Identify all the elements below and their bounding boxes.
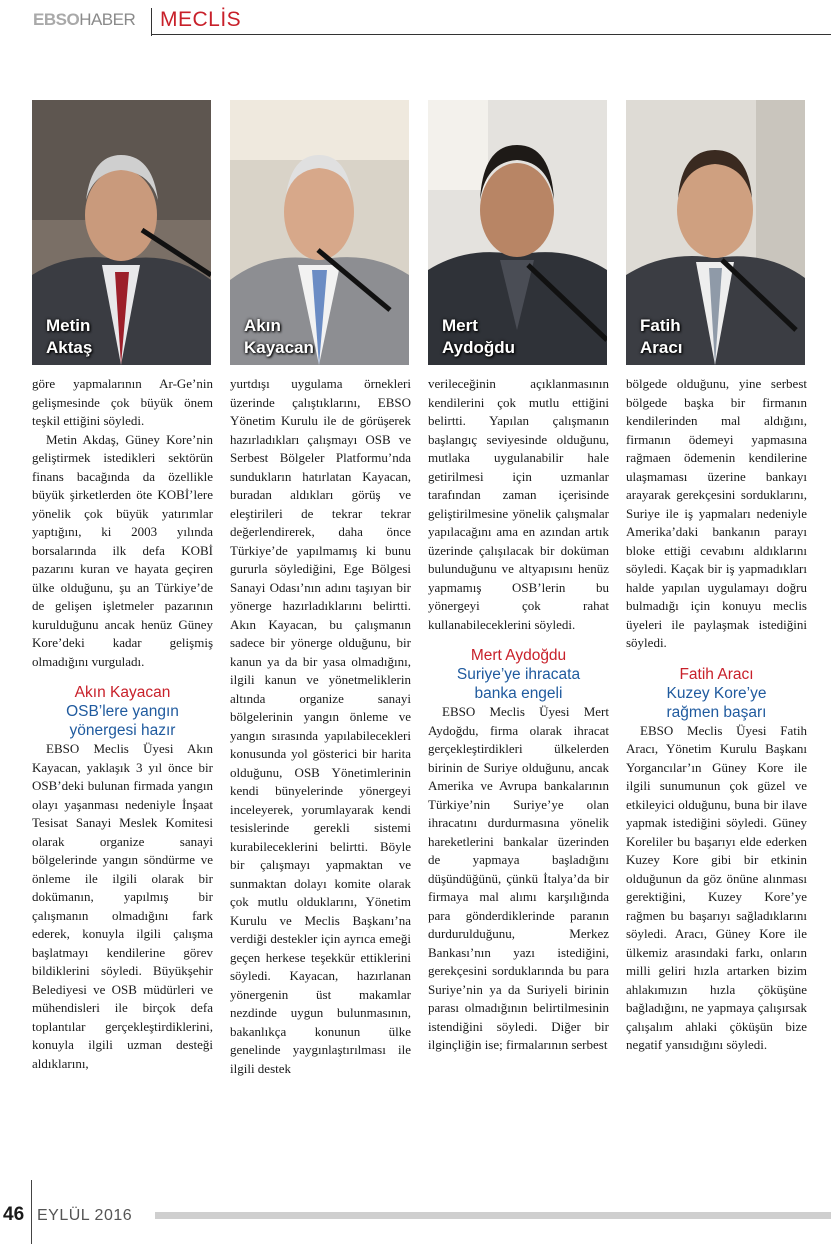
caption-last-name: Kayacan [244,338,314,357]
page-number: 46 [3,1204,25,1225]
paragraph: bölgede olduğunu, yine serbest bölgede başka bir firmanın kendilerinden mal aldığını, firmanın ödemeyi yapmasına rağmaen ödemenin kendilerine ulaşmaması üzerine bankayı arayarak gerekçesini sorduklarını, Suriye ile iş yapmaları nedeniyle Amerika’daki bankanın parayı bloke ettiği cevabını aldıklarını söyledi. Kaçak bir iş yapmadıkları halde yapılan uygulamayı doğru bulmadığı için konuyu meclis üyeleri ile paylaşmak istediğini söyledi. [626,376,807,650]
caption-last-name: Aracı [640,338,683,357]
photo-metin-aktas [32,100,211,365]
logo-part-ebso: EBSO [33,10,80,29]
subhead-title-line1: Kuzey Kore’ye [666,684,767,702]
photo-fatih-araci [626,100,805,365]
photo-akin-kayacan [230,100,409,365]
publication-logo [33,10,135,30]
text-column-2 [230,375,411,1078]
subhead-name: Fatih Aracı [679,665,754,683]
caption-last-name: Aktaş [46,338,93,357]
text-column-3 [428,375,609,1055]
caption-first-name: Mert [442,316,478,335]
photo-caption [640,315,683,359]
subhead-name: Akın Kayacan [74,684,171,701]
caption-first-name: Metin [46,316,91,335]
subhead-title-line2: banka engeli [474,685,563,702]
text-column-1 [32,375,213,1073]
logo-part-haber: HABER [79,10,136,29]
paragraph: verileceğinin açıklanmasının kendilerini çok mutlu ettiğini belirtti. Yapılan çalışmanın başlangıç seviyesinde olduğunu, mutlaka uygulanabilir hale getirilmesi için uzmanlar tarafından zaman içerisinde geliştirilmesine yönelik çalışmalar yapılacağını ama en azından artık üzerinde çalışılacak bir doküman bulunduğunu ve altyapısını henüz yapmamış OSB’lerin bu yönergeyi çok rahat kullanabileceklerini söyledi. [428,376,609,632]
paragraph: EBSO Meclis Üyesi Fatih Aracı, Yönetim Kurulu Başkanı Yorgancılar’ın Güney Kore ile ilgili sunumunun çok güzel ve etkileyici olduğunu, buna bir ilave yapmak istediğini söyledi. Güney Koreliler bu başarıyı elde ederken Kuzey Kore gibi bir etkinin olduğunun da göz önüne alınması gerektiğini, Kuzey Kore’ye rağmen bu başarıyı sağladıklarını söyledi. Aracı, Güney Kore ile ülkemiz arasındaki farkı, onların milli geliri hızla artarken bizim ahlakımızın hızla çöküşüne bağladığını, ne yapmaya çalışırsak çalışalım ahlaki çöküşün bize negatif yansıdığını söyledi. [626,722,807,1052]
subhead-name: Mert Aydoğdu [470,647,567,664]
issue-date: EYLÜL 2016 [37,1207,133,1224]
paragraph: göre yapmalarının Ar-Ge’nin gelişmesinde çok büyük önem teşkil ettiğini söyledi. [32,376,213,428]
caption-first-name: Akın [244,316,281,335]
paragraph: Metin Akdaş, Güney Kore’nin geliştirmek istedikleri sektörün finans bacağında da özellikle büyük şirketlerden öte KOBİ’lere yönelik çok büyük yatırımlar yaptığını, ki 2003 yılında borsalarında ilk defa KOBİ pazarını kuran ve hayata geçiren ülke olduğunu, şu an Türkiye’de de gelişen işletmeler pazarının kurulduğunu ancak henüz Güney Kore’deki kadar gelişmiş olmadığını vurguladı. [32,431,213,669]
photo-caption [244,315,314,359]
photo-caption [442,315,515,359]
photo-mert-aydogdu [428,100,607,365]
paragraph: EBSO Meclis Üyesi Akın Kayacan, yaklaşık 3 yıl önce bir OSB’deki bulunan firmada yangın olayı yaşanması nedeniyle İnşaat Tesisat Sanayi Meslek Komitesi olarak organize sanayi bölgelerinde yangın söndürme ve önleme ile ilgili olarak bir dokümanın, yapılmış bir çalışmanın olmadığını fark ederek, konuyla ilgili çalışma başlatmayı kendilerine görev bildiklerini söyledi. Büyükşehir Belediyesi ve OSB müdürleri ve mühendisleri ile birçok defa toplantılar gerçekleştirdiklerini, konuyla ilgili uzman desteği aldıklarını, [32,741,213,1071]
header-divider [151,8,152,36]
page-header [0,0,831,40]
header-rule [151,34,831,35]
paragraph: EBSO Meclis Üyesi Mert Aydoğdu, firma olarak ihracat gerçekleştirdikleri ülkelerden birinin de Suriye olduğunu, ancak Amerika ve Avrupa bankalarının Türkiye’nin Suriye’ye olan ihracatını durdurmasına yönelik hareketlerini bankalar üzerinden de yapmaya başladığını düşündüğünü, çünkü İtalya’da bir firmaya mal alımı karşılığında para gönderdiklerinde paranın durdurulduğunu, Merkez Bankası’nın yazı istediğini, gerekçesini sorduklarında bu para Suriye’nin ya da Suriyeli birinin parası olmadığının belirtilmesinin istendiğini söyledi. Diğer bir ilginçliğin ise; firmalarının serbest [428,704,609,1052]
subhead-title-line2: yönergesi hazır [69,722,176,739]
footer-divider [31,1180,32,1244]
paragraph: yurtdışı uygulama örnekleri üzerinde çalıştıklarını, EBSO Yönetim Kurulu ile de görüşerek hazırladıkları çalışmayı OSB ve Serbest Bölgeler Platformu’nda sundukların hatırlatan Kayacan, buradan aldıkları görüş ve eleştirileri de tekrar tekrar değerlendirerek, daha önce Türkiye’de yapılmamış ki bunu gururla söylediğini, Ege Bölgesi Sanayi Odası’nın adını taşıyan bir yönerge hazırladıklarını belirtti. Akın Kayacan, bu çalışmanın sadece bir yönerge olduğunu, bir kanun ya da bir yasa olmadığını, ilgili kanun ve yönetmeliklerin altında organize sanayi bölgelerinin yangın önleme ve yangın sırasında yapılabilecekleri konusunda yol gösterici bir harita olduğunu, OSB Yönetimlerinin kendi bünyelerinde yönergeyi inceleyerek, yorumlayarak kendi tesislerinde gerekli sistemi kurabileceklerini belirtti. Böyle bir çalışmayı yapmaktan ve sunmaktan dolayı komite olarak çok mutlu olduklarını, Yönetim Kurulu ve Meclis Başkanı’na verdiği destekler için ayrıca emeği geçen herkese teşekkür ettiklerini söyledi. Kayacan, hazırlanan yönergenin üst makamlar nezdinde uygun bulunmasının, bakanlıkça konunun ülke genelinde yaygınlaştırılması ile ilgili destek [230,376,411,1076]
footer-rule [155,1212,831,1219]
subhead-title-line1: Suriye’ye ihracata [456,666,581,683]
text-column-4 [626,375,807,1055]
subhead-title-line2: rağmen başarı [666,703,767,721]
subhead-title-line1: OSB’lere yangın [66,703,179,720]
section-title: MECLİS [160,8,242,31]
photo-caption [46,315,92,359]
caption-first-name: Fatih [640,316,681,335]
caption-last-name: Aydoğdu [442,338,516,357]
